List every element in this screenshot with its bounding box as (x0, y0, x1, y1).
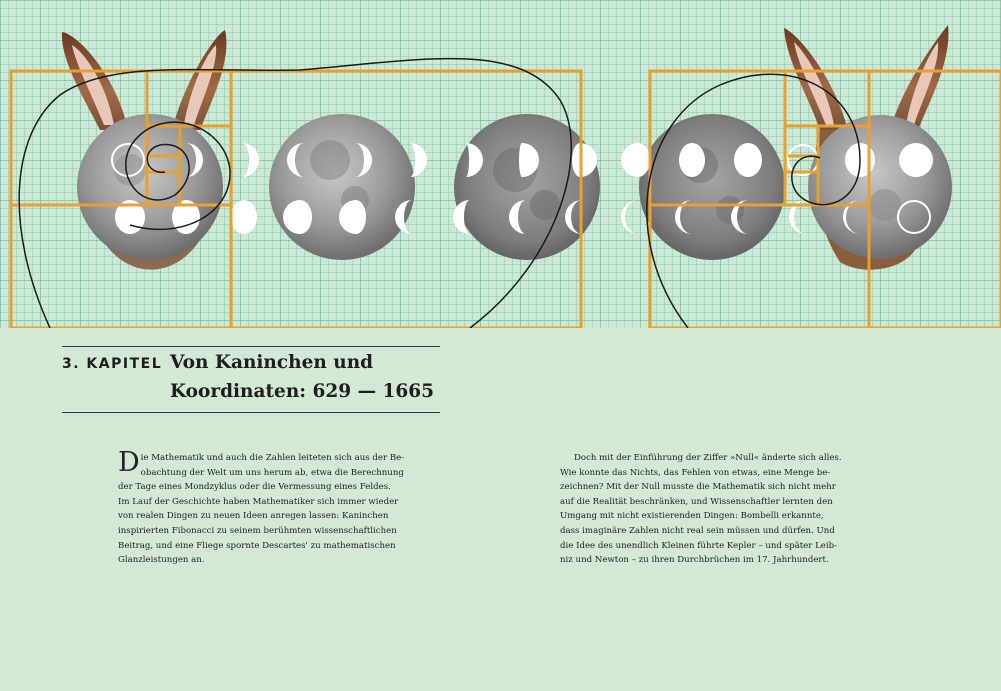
text-line: der Tage eines Mondzyklus oder die Vermessung eines Feldes. (118, 482, 391, 493)
body-column-left (118, 447, 405, 568)
title-rule-bottom (62, 412, 440, 413)
illustration-svg (0, 0, 1001, 328)
text-line: Beitrag, und eine Fliege spornte Descartes' zu mathematischen (118, 540, 396, 551)
text-line: inspirierten Fibonacci zu seinem berühmten wissenschaftlichen (118, 525, 397, 536)
text-line: dass imaginäre Zahlen nicht real sein müssen und dürfen. Und (560, 525, 835, 536)
text-line: auf die Realität beschränken, und Wissenschaftler lernten den (560, 496, 833, 507)
text-line: Doch mit der Einführung der Ziffer »Null« änderte sich alles. (574, 453, 842, 463)
chapter-title-line-1: Von Kaninchen und (170, 352, 374, 373)
text-line: die Idee des unendlich Kleinen führte Kepler – und später Leib- (560, 540, 838, 551)
text-line: Umgang mit nicht existierenden Dingen: Bombelli erkannte, (560, 511, 824, 522)
chapter-illustration (0, 0, 1001, 328)
text-line: von realen Dingen zu neuen Ideen anregen lassen: Kaninchen (118, 511, 389, 522)
text-line: ie Mathematik und auch die Zahlen leiteten sich aus der Be- (140, 453, 405, 463)
text-line: obachtung der Welt um uns herum ab, etwa die Berechnung (140, 467, 404, 478)
text-line: Im Lauf der Geschichte haben Mathematiker sich immer wieder (118, 496, 399, 507)
text-line: zeichnen? Mit der Null musste die Mathematik sich nicht mehr (560, 482, 836, 493)
text-line: niz und Newton – zu ihren Durchbrüchen im 17. Jahrhundert. (560, 555, 829, 566)
text-line: Glanzleistungen an. (118, 555, 205, 566)
title-rule-top (62, 346, 440, 347)
chapter-label: 3. KAPITEL (62, 356, 163, 372)
body-column-right (560, 451, 845, 568)
chapter-title-line-2: Koordinaten: 629 — 1665 (170, 381, 435, 402)
text-line: Wie konnte das Nichts, das Fehlen von etwas, eine Menge be- (560, 467, 831, 478)
drop-cap: D (118, 447, 140, 478)
